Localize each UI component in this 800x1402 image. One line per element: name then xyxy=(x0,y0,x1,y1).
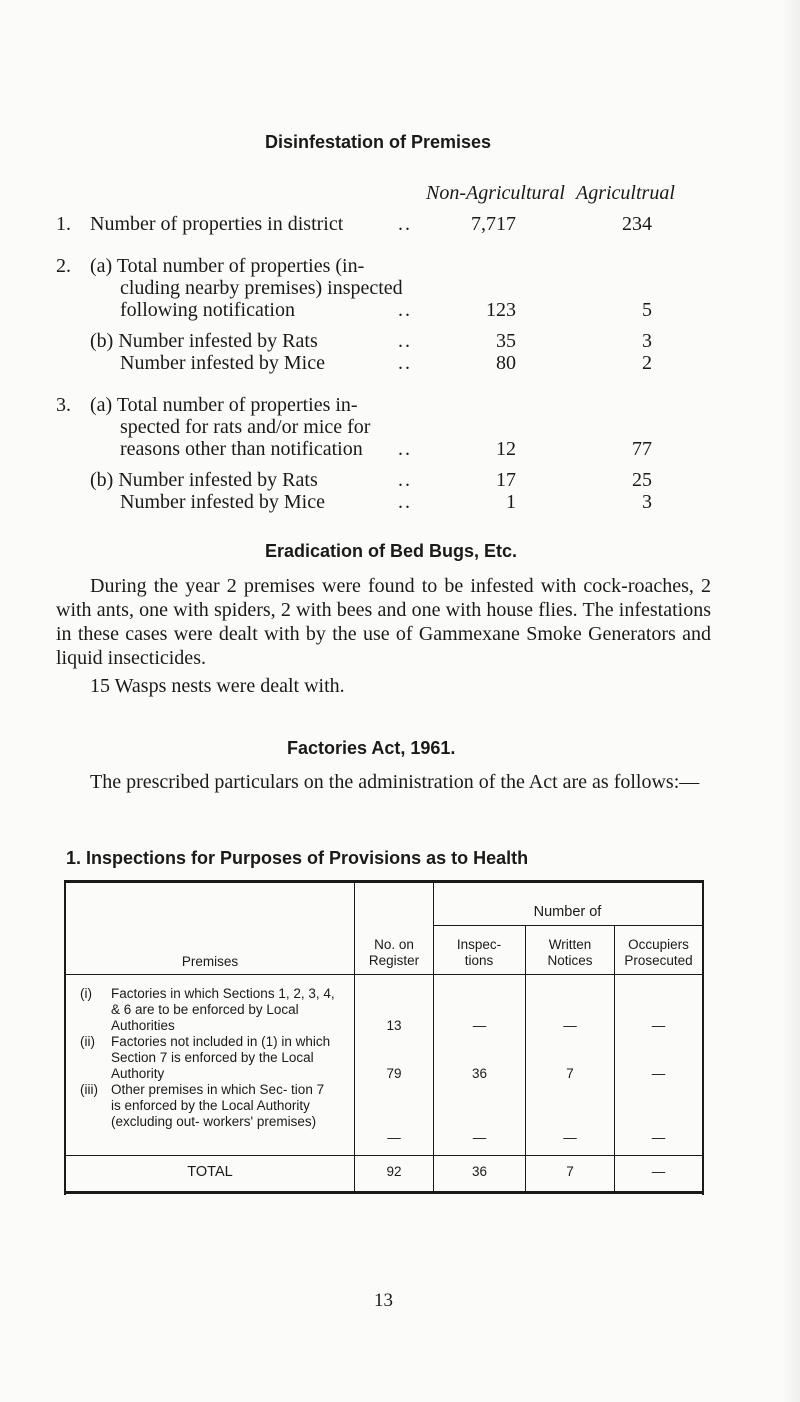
row-2b-rats-label: (b) Number infested by Rats xyxy=(90,330,318,352)
heading-factories-act: Factories Act, 1961. xyxy=(287,738,456,758)
table-row-2-written: 7 xyxy=(566,1066,574,1081)
row-3b-rats-agricultural: 25 xyxy=(632,469,652,491)
table-row-3-written: — xyxy=(563,1130,577,1145)
header-number-of: Number of xyxy=(533,904,602,920)
row-2a-agricultural: 5 xyxy=(642,299,652,321)
column-header-non-agricultural: Non-Agricultural xyxy=(426,182,565,204)
table-row-3-occupiers: — xyxy=(651,1130,666,1145)
table-row-2-inspections: 36 xyxy=(471,1066,488,1081)
wasps-paragraph: 15 Wasps nests were dealt with. xyxy=(90,675,345,697)
row-2a-non-agricultural: 123 xyxy=(486,299,516,321)
table-row-3-number: (iii) xyxy=(80,1082,98,1097)
bed-bugs-paragraph: During the year 2 premises were found to be infested with cock-roaches, 2 with ants, one with spiders, 2 with bees and one with house flies. The infestations in these cases were dealt with by the use of Gammexane Smoke Generators and liquid insecticides. xyxy=(56,575,711,669)
table-total-inspections: 36 xyxy=(471,1164,488,1179)
row-3a-non-agricultural: 12 xyxy=(496,438,516,460)
header-occupiers-prosecuted: Occupiers Prosecuted xyxy=(624,937,693,968)
table-row-3-premises: Other premises in which Sec- tion 7 is enforced by the Local Authority (excluding out- workers' premises) xyxy=(111,1082,325,1129)
row-3b-mice-leader: .. xyxy=(398,491,412,513)
row-3b-rats-label: (b) Number infested by Rats xyxy=(90,469,318,491)
table-total-register: 92 xyxy=(386,1164,402,1179)
table-number-of-rule xyxy=(433,925,702,926)
table-col-rule-2 xyxy=(433,880,434,1193)
table-header-rule xyxy=(66,974,702,975)
table-row-3-inspections: — xyxy=(472,1130,487,1145)
row-1-label: Number of properties in district xyxy=(90,213,344,235)
header-premises: Premises xyxy=(181,954,239,969)
row-1-non-agricultural: 7,717 xyxy=(471,213,516,235)
table-col-rule-1 xyxy=(354,880,355,1193)
heading-bed-bugs: Eradication of Bed Bugs, Etc. xyxy=(265,541,518,561)
table-total-written: 7 xyxy=(566,1164,574,1179)
table-col-rule-3 xyxy=(525,925,526,1193)
table-row-2-number: (ii) xyxy=(80,1034,95,1049)
row-2b-mice-agricultural: 2 xyxy=(642,352,652,374)
row-3a-agricultural: 77 xyxy=(632,438,652,460)
table-total-occupiers: — xyxy=(651,1164,666,1179)
row-3b-mice-non-agricultural: 1 xyxy=(506,491,516,513)
row-1-number: 1. xyxy=(56,213,71,235)
row-1-leader: .. xyxy=(398,213,412,235)
row-2a-label-line-1: (a) Total number of properties (in- xyxy=(90,255,365,277)
heading-inspections: 1. Inspections for Purposes of Provisions as to Health xyxy=(66,848,529,868)
table-border-left xyxy=(64,880,66,1195)
table-total-rule xyxy=(66,1155,702,1156)
table-border-bottom xyxy=(66,1191,704,1194)
row-3-number: 3. xyxy=(56,394,71,416)
row-1-agricultural: 234 xyxy=(622,213,652,235)
row-3b-mice-agricultural: 3 xyxy=(642,491,652,513)
row-2b-mice-label: Number infested by Mice xyxy=(120,352,325,374)
header-written-notices: Written Notices xyxy=(547,937,593,968)
table-row-3-register: — xyxy=(387,1130,401,1145)
table-border-top xyxy=(66,880,704,883)
table-row-2-register: 79 xyxy=(386,1066,402,1081)
row-3b-rats-leader: .. xyxy=(398,469,412,491)
heading-disinfestation: Disinfestation of Premises xyxy=(265,132,492,152)
row-2b-mice-leader: .. xyxy=(398,352,412,374)
table-row-1-premises: Factories in which Sections 1, 2, 3, 4, & 6 are to be enforced by Local Authorities xyxy=(111,986,335,1033)
row-2b-mice-non-agricultural: 80 xyxy=(496,352,516,374)
header-register: No. on Register xyxy=(368,937,420,968)
column-header-agricultural: Agricultrual xyxy=(576,182,675,204)
table-total-label: TOTAL xyxy=(187,1164,233,1180)
table-row-1-written: — xyxy=(563,1018,577,1033)
row-3a-label-line-2: spected for rats and/or mice for xyxy=(120,416,371,438)
table-row-1-number: (i) xyxy=(80,986,92,1001)
table-row-1-occupiers: — xyxy=(651,1018,666,1033)
table-row-2-occupiers: — xyxy=(651,1066,666,1081)
table-row-2-premises: Factories not included in (1) in which Section 7 is enforced by the Local Authority xyxy=(111,1034,331,1081)
row-2b-rats-leader: .. xyxy=(398,330,412,352)
row-2-number: 2. xyxy=(56,255,71,277)
row-2b-rats-agricultural: 3 xyxy=(642,330,652,352)
row-2b-rats-non-agricultural: 35 xyxy=(496,330,516,352)
row-2a-leader: .. xyxy=(398,299,412,321)
row-2a-label-line-3: following notification xyxy=(120,299,295,321)
page-edge-shadow xyxy=(782,0,800,1402)
header-inspections: Inspec- tions xyxy=(456,937,502,968)
row-3a-leader: .. xyxy=(398,438,412,460)
row-3a-label-line-1: (a) Total number of properties in- xyxy=(90,394,358,416)
factories-paragraph: The prescribed particulars on the administration of the Act are as follows:— xyxy=(90,771,700,793)
page-number: 13 xyxy=(374,1290,393,1311)
table-row-1-inspections: — xyxy=(472,1018,487,1033)
row-3a-label-line-3: reasons other than notification xyxy=(120,438,363,460)
row-3b-mice-label: Number infested by Mice xyxy=(120,491,325,513)
table-border-right xyxy=(702,880,704,1195)
row-2a-label-line-2: cluding nearby premises) inspected xyxy=(120,277,403,299)
row-3b-rats-non-agricultural: 17 xyxy=(496,469,516,491)
table-row-1-register: 13 xyxy=(386,1018,402,1033)
